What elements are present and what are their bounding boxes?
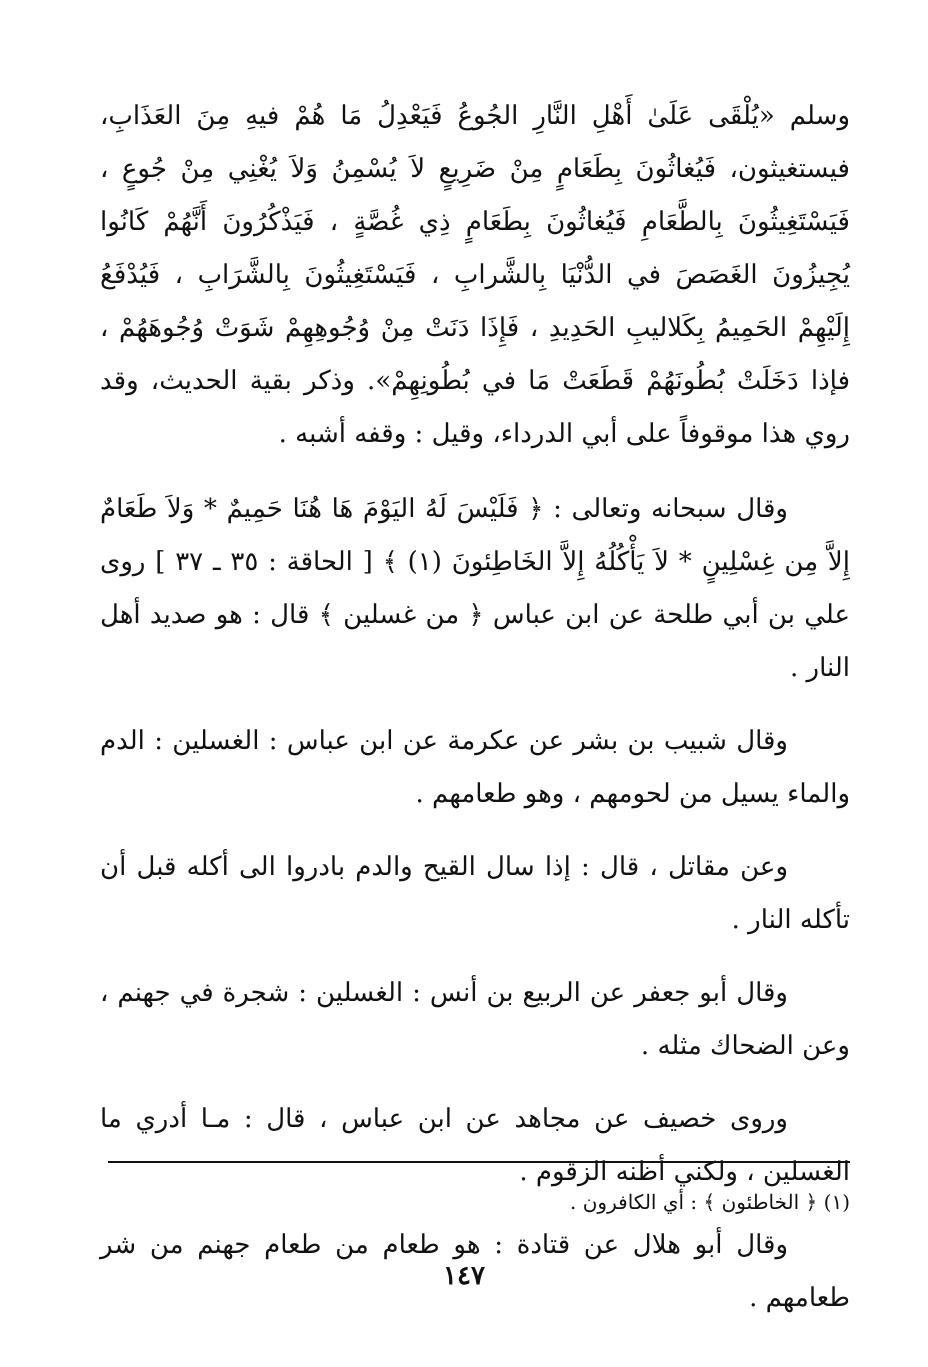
paragraph-abu-jafar: وقال أبو جعفر عن الربيع بن أنس : الغسلين : شجرة في جهنم ، وعن الضحاك مثله . <box>100 978 850 1061</box>
paragraph-muqatil: وعن مقاتل ، قال : إذا سال القيح والدم بادروا الى أكله قبل أن تأكله النار . <box>100 852 850 935</box>
paragraph-abu-hilal: وقال أبو هلال عن قتادة : هو طعام من طعام جهنم من شر طعامهم . <box>100 1230 850 1313</box>
paragraph-quran-verse: وقال سبحانه وتعالى : ﴿ فَلَيْسَ لَهُ اليَوْمَ هَا هُنَا حَمِيمٌ * وَلاَ طَعَامٌ إِلاَّ مِن غِسْلِينٍ * لاَ يَأْكُلُهُ إِلاَّ الخَاطِئونَ (١) ﴾ [ الحاقة : ٣٥ ـ ٣٧ ] روى علي بن أبي طلحة عن ابن عباس ﴿ من غسلين ﴾ قال : هو صديد أهل النار . <box>100 494 850 683</box>
paragraph-hadith: وسلم «يُلْقَى عَلَىٰ أَهْلِ النَّارِ الجُوعُ فَيَعْدِلُ مَا هُمْ فيهِ مِنَ العَذَابِ، فيستغيثون، فَيُغاثُونَ بِطَعَامٍ مِنْ ضَرِيعٍ لاَ يُسْمِنُ وَلاَ يُغْنِي مِنْ جُوعٍ ، فَيَسْتَغِيثُونَ بِالطَّعَامِ فَيُغاثُونَ بِطَعَامٍ ذِي غُصَّةٍ ، فَيَذْكُرُونَ أَنَّهُمْ كَانُوا يُجِيزُونَ الغَصَصَ في الدُّنْيَا بِالشَّرابِ ، فَيَسْتَغِيثُونَ بِالشَّرَابِ ، فَيُدْفَعُ إِلَيْهِمْ الحَمِيمُ بِكَلاليبِ الحَدِيدِ ، فَإِذَا دَنَتْ مِنْ وُجُوهِهِمْ شَوَتْ وُجُوهَهُمْ ، فإذا دَخَلَتْ بُطُونَهُمْ قَطَعَتْ مَا في بُطُونِهِمْ». وذكر بقية الحديث، وقد روي هذا موقوفاً على أبي الدرداء، وقيل : وقفه أشبه . <box>100 101 850 449</box>
paragraph-shabib: وقال شبيب بن بشر عن عكرمة عن ابن عباس : الغسلين : الدم والماء يسيل من لحومهم ، وهو طعامهم . <box>100 726 850 809</box>
page-body <box>100 90 850 1345</box>
footnote-divider <box>108 1161 850 1163</box>
page-number: ١٤٧ <box>443 1261 485 1291</box>
paragraph-khusayf: وروى خصيف عن مجاهد عن ابن عباس ، قال : مـا أدري ما الغسلين ، ولكني أظنه الزقوم . <box>100 1104 850 1187</box>
footnote: (١) ﴿ الخاطئون ﴾ : أي الكافرون . <box>570 1190 850 1214</box>
